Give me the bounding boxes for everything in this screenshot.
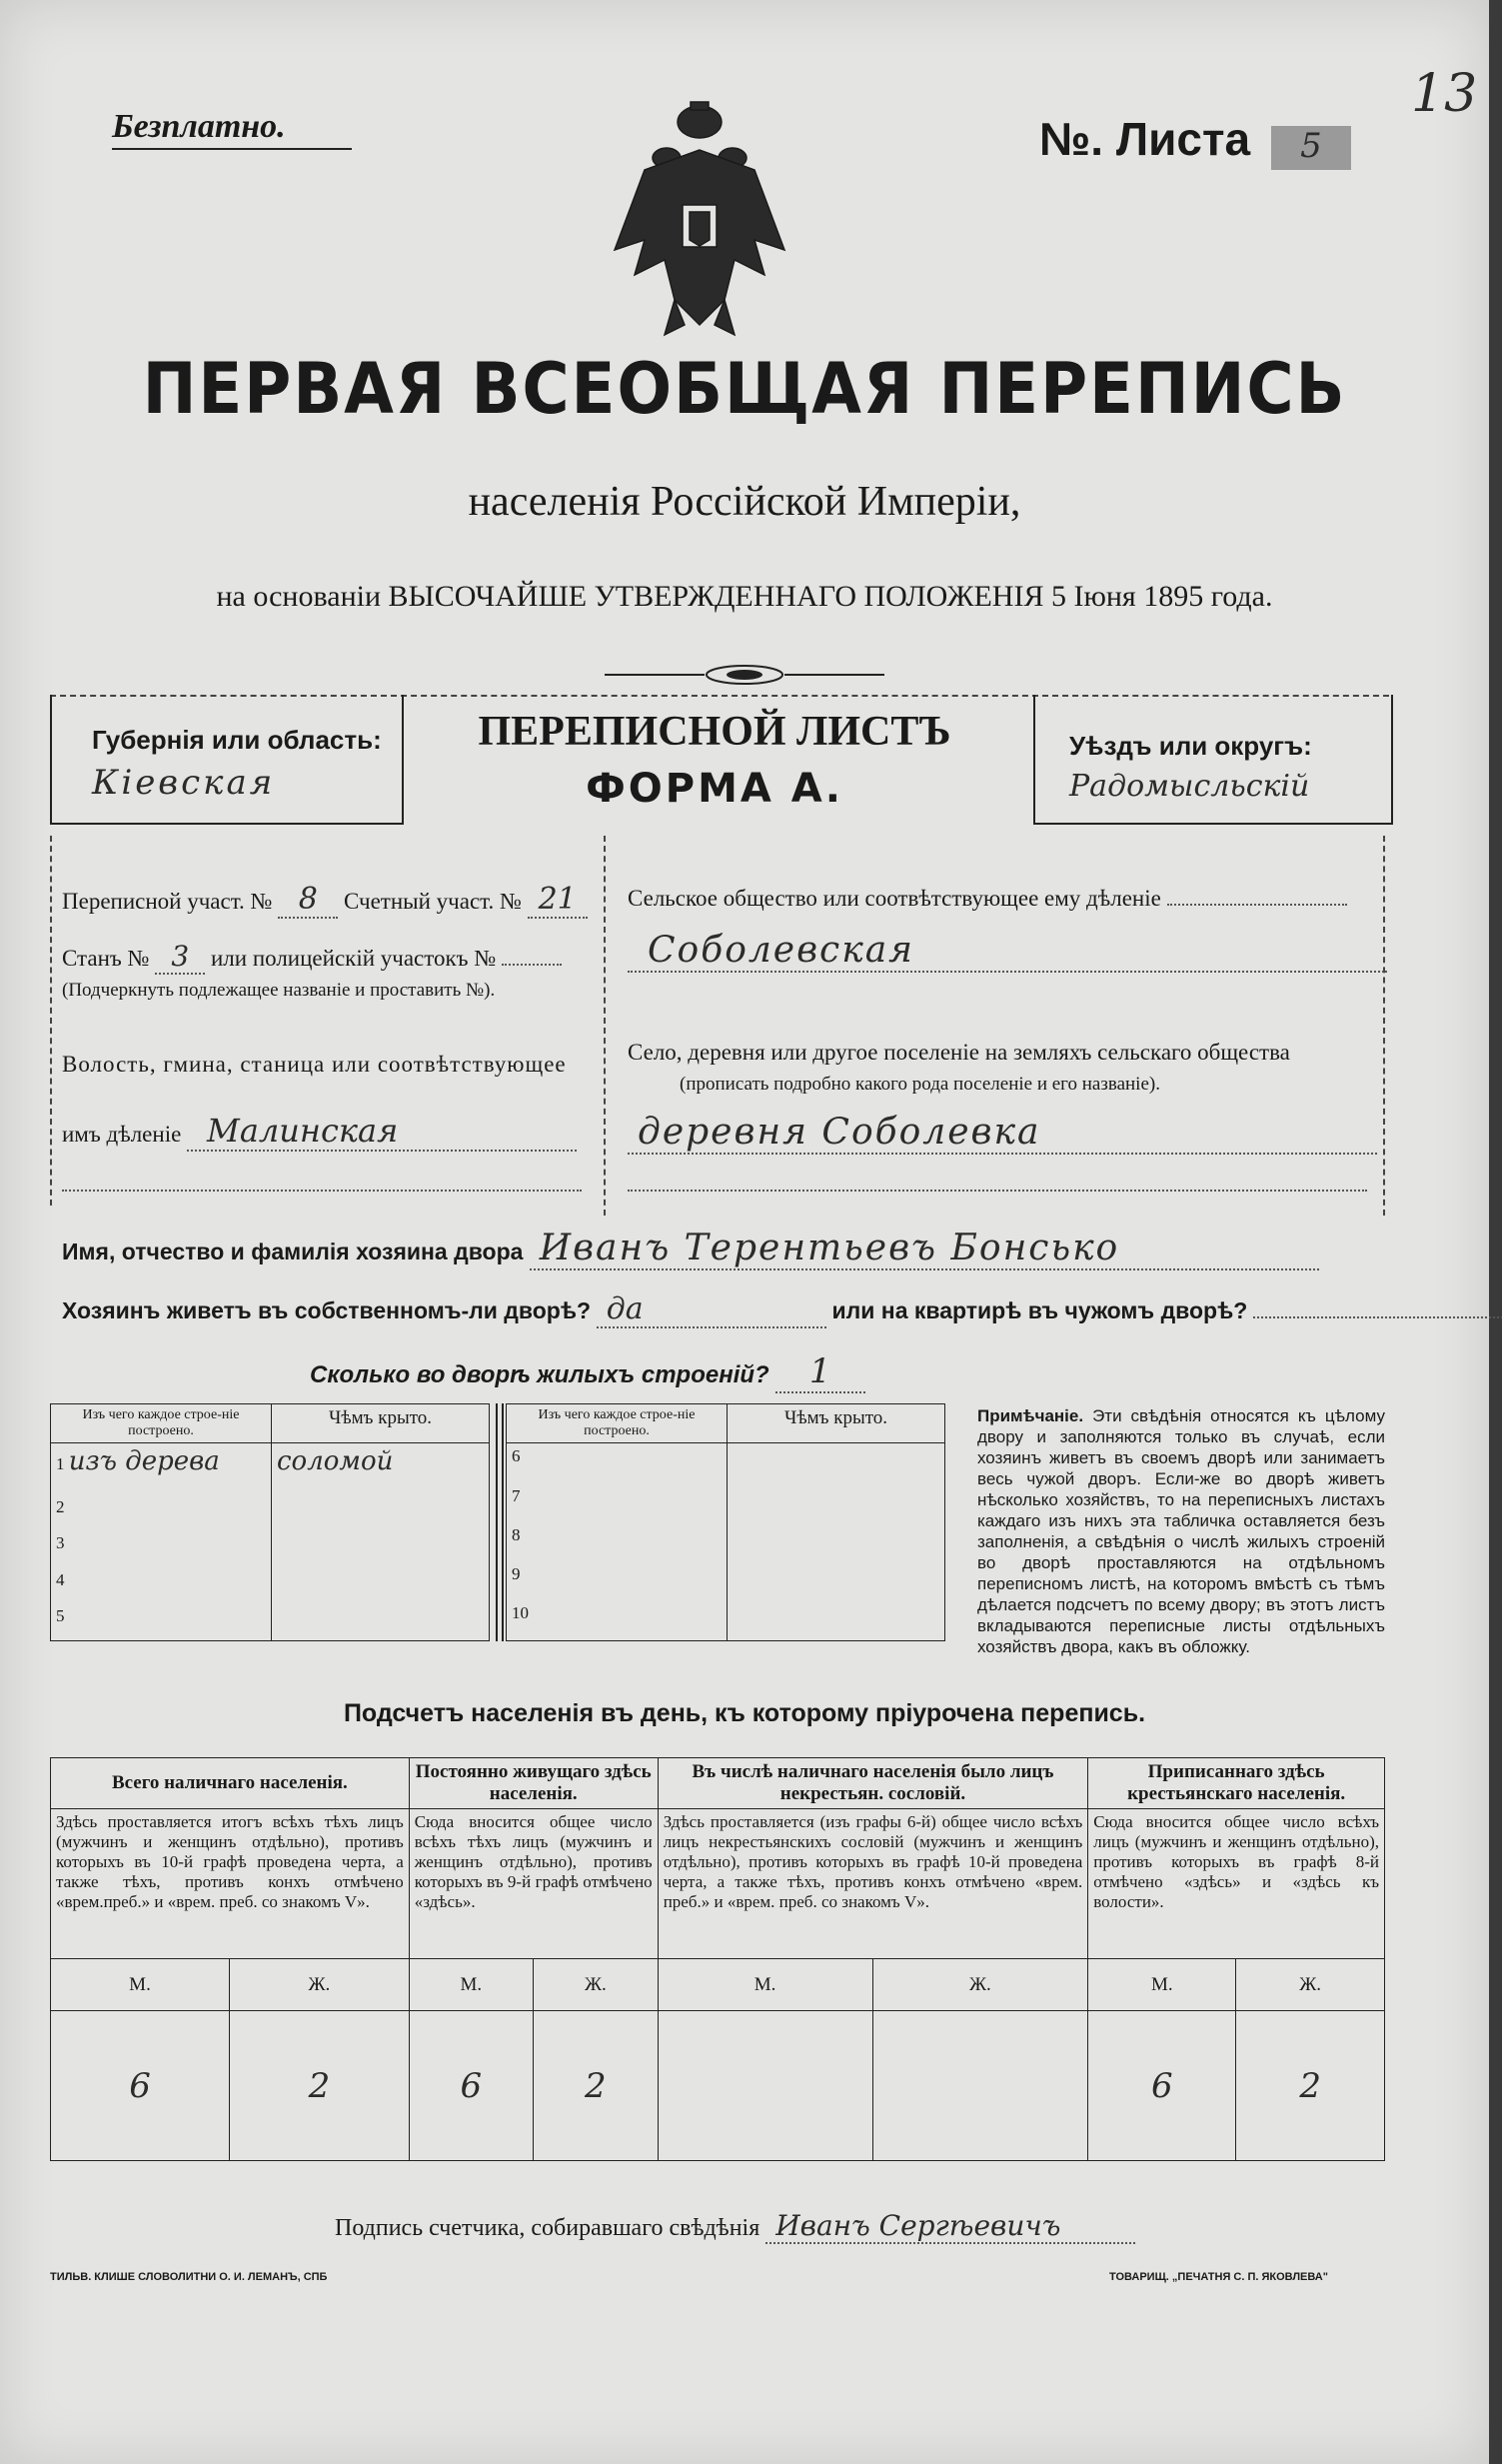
row-number: 2 [51,1494,272,1531]
note-title: Примѣчаніе. [977,1406,1084,1425]
female-label: Ж. [1236,1959,1385,2011]
police-value-line [502,964,562,966]
society-value: Соболевская [628,930,1387,973]
village-label: Село, деревня или другое поселеніе на земляхъ сельскаго общества [628,1040,1290,1065]
sheet-number-label: №. Листа [1039,113,1251,165]
free-underline [112,148,352,150]
signature-label: Подпись счетчика, собиравшаго свѣдѣнія [335,2215,760,2241]
population-count-table [50,1757,1385,2161]
row-number: 1 [56,1454,65,1473]
footer-right: ТОВАРИЩ. „ПЕЧАТНЯ С. П. ЯКОВЛЕВА" [1109,2271,1328,2283]
gubernia-box [50,695,404,825]
underline-note: (Подчеркнуть подлежащее названіе и проставить №). [62,980,496,1001]
division-label: имъ дѣленіе [62,1122,182,1147]
row-number: 10 [507,1600,728,1640]
row-number: 7 [507,1483,728,1522]
census-district-label: Переписной участ. № [62,889,273,914]
census-district-value: 8 [278,882,338,919]
female-label: Ж. [533,1959,658,2011]
row-number: 3 [51,1530,272,1567]
count-col-desc: Сюда вносится общее число всѣхъ лицъ (мужчинъ и женщинъ отдѣльно), противъ которыхъ въ графѣ 8-й отмѣчено «здѣсь» и «здѣсь къ волости». [1088,1809,1385,1959]
count-col-title: Въ числѣ наличнаго населенія было лицъ некрестьян. сословій. [658,1758,1088,1809]
note-text: Эти свѣдѣнія относятся къ цѣлому двору и заполняются только въ случаѣ, если хозяинъ живетъ въ своемъ дворѣ или занимаетъ весь чужой дворъ. Если-же во дворѣ живетъ нѣсколько хозяйствъ, то на переписныхъ листахъ каждаго изъ нихъ эта табличка оставляется безъ заполненія, а свѣдѣнія о числѣ жилыхъ строеній во дворѣ проставляются на отдѣльномъ переписномъ листѣ, на которомъ вмѣстѣ съ тѣмъ дѣлается подсчетъ по всему двору; въ этотъ листъ вкладываются переписные листы отдѣльныхъ хозяйствъ двора, какъ въ обложку. [977,1406,1385,1656]
dashed-rule-right [1383,836,1385,1216]
row-number: 8 [507,1522,728,1561]
gubernia-value: Кіевская [92,763,276,803]
count-heading: Подсчетъ населенія въ день, къ которому пріурочена перепись. [343,1699,1146,1727]
division-extra-line [62,1190,582,1192]
census-district-row [62,882,588,919]
row-number: 5 [51,1603,272,1640]
signature-row [335,2209,1135,2244]
registered-female-value: 2 [1236,2011,1385,2161]
signature-value: Иванъ Сергѣевичъ [765,2209,1135,2244]
form-a-title: ФОРМА А. [586,766,843,812]
double-headed-eagle-emblem [605,100,794,340]
col-roof-header: Чѣмъ крыто. [272,1404,490,1443]
sheet-title: ПЕРЕПИСНОЙ ЛИСТЪ [478,709,951,755]
stan-row [62,940,562,975]
main-title: ПЕРВАЯ ВСЕОБЩАЯ ПЕРЕПИСЬ [142,348,1347,430]
total-male-value: 6 [51,2011,230,2161]
total-female-value: 2 [230,2011,410,2161]
owner-name-value: Иванъ Терентьевъ Бонсько [530,1228,1319,1270]
male-label: М. [409,1959,533,2011]
count-col-title: Всего наличнаго населенія. [51,1758,410,1809]
row-number: 4 [51,1567,272,1604]
division-value: Малинская [187,1112,577,1152]
stan-value: 3 [155,940,205,975]
basis-line: на основаніи ВЫСОЧАЙШЕ УТВЕРЖДЕННАГО ПОЛОЖЕНІЯ 5 Іюня 1895 года. [216,580,1273,613]
nonpeasant-female-value [872,2011,1088,2161]
registered-male-value: 6 [1088,2011,1236,2161]
society-label: Сельское общество или соотвѣтствующее ему дѣленіе [628,886,1161,911]
count-col-desc: Сюда вносится общее число всѣхъ тѣхъ лицъ (мужчинъ и женщинъ отдѣльно), противъ которыхъ въ 9-й графѣ отмѣчено «здѣсь». [409,1809,658,1959]
permanent-female-value: 2 [533,2011,658,2161]
male-label: М. [51,1959,230,2011]
buildings-table [50,1403,949,1647]
village-note: (прописать подробно какого рода поселеніе и его названіе). [680,1074,1160,1095]
sheet-number-value: 5 [1271,126,1351,170]
row-number: 6 [507,1443,728,1483]
buildings-label: Сколько во дворѣ жилыхъ строеній? [310,1361,769,1388]
count-col-title: Приписаннаго здѣсь крестьянскаго населенія. [1088,1758,1385,1809]
volost-label: Волость, гмина, станица или соотвѣтствующее [62,1052,567,1077]
stan-label: Станъ № [62,946,150,971]
buildings-value: 1 [775,1351,865,1393]
owner-name-label: Имя, отчество и фамилія хозяина двора [62,1238,524,1264]
male-label: М. [658,1959,872,2011]
society-line [1167,904,1347,906]
dashed-rule-left [50,836,52,1206]
col-material-header: Изъ чего каждое строе-ніе построено. [51,1404,272,1443]
buildings-table-right [506,1403,945,1641]
counting-district-value: 21 [528,882,588,919]
own-yard-value: да [597,1291,826,1328]
count-col-desc: Здѣсь проставляется (изъ графы 6-й) общее число всѣхъ лицъ некрестьянскихъ сословій (мужчинъ и женщинъ отдѣльно), противъ которыхъ въ графѣ 10-й проведена черта, а также тѣхъ, противъ конхъ отмѣчено «врем. преб.» и «врем. преб. со знакомъ V». [658,1809,1088,1959]
buildings-table-left [50,1403,490,1641]
count-col-title: Постоянно живущаго здѣсь населенія. [409,1758,658,1809]
col-material-header: Изъ чего каждое строе-ніе построено. [507,1404,728,1443]
gubernia-label: Губернія или область: [92,725,382,755]
permanent-male-value: 6 [409,2011,533,2161]
row-number: 9 [507,1561,728,1600]
buildings-row [310,1351,865,1393]
subtitle: населенія Россійской Имперіи, [468,479,1021,525]
own-yard-label: Хозяинъ живетъ въ собственномъ-ли дворѣ? [62,1297,592,1323]
count-col-desc: Здѣсь проставляется итогъ всѣхъ тѣхъ лицъ (мужчинъ и женщинъ отдѣльно), противъ которыхъ въ 10-й графѣ проведена черта, а также тѣхъ, противъ конхъ отмѣчено «врем.преб.» и «врем. преб. со знакомъ V». [51,1809,410,1959]
counting-district-label: Счетный участ. № [343,889,522,914]
female-label: Ж. [872,1959,1088,2011]
dashed-rule-middle [604,836,606,1216]
free-label: Безплатно. [112,108,286,145]
note-block [977,1405,1385,1657]
footer-left: ТИЛЬВ. КЛИШЕ СЛОВОЛИТНИ О. И. ЛЕМАНЪ, СПБ [50,2271,328,2283]
nonpeasant-male-value [658,2011,872,2161]
uezd-value: Радомысльскій [1069,769,1310,804]
material-1-value: изъ дерева [68,1446,220,1476]
female-label: Ж. [230,1959,410,2011]
corner-number: 13 [1411,64,1478,124]
roof-1-value: соломой [272,1443,490,1494]
rented-label: или на квартирѣ въ чужомъ дворѣ? [831,1297,1248,1323]
police-label: или полицейскій участокъ № [210,946,497,971]
ornament-divider [605,660,884,690]
society-row [628,886,1347,912]
division-row [62,1112,577,1152]
male-label: М. [1088,1959,1236,2011]
owner-name-row [62,1228,1319,1270]
uezd-label: Уѣздъ или округъ: [1069,731,1312,761]
village-value: деревня Соболевка [628,1112,1377,1155]
uezd-box [1033,695,1393,825]
rented-line [1253,1316,1502,1318]
own-yard-row [62,1291,1502,1328]
village-extra-line [628,1190,1367,1192]
table-double-divider [496,1403,504,1641]
col-roof-header: Чѣмъ крыто. [728,1404,945,1443]
